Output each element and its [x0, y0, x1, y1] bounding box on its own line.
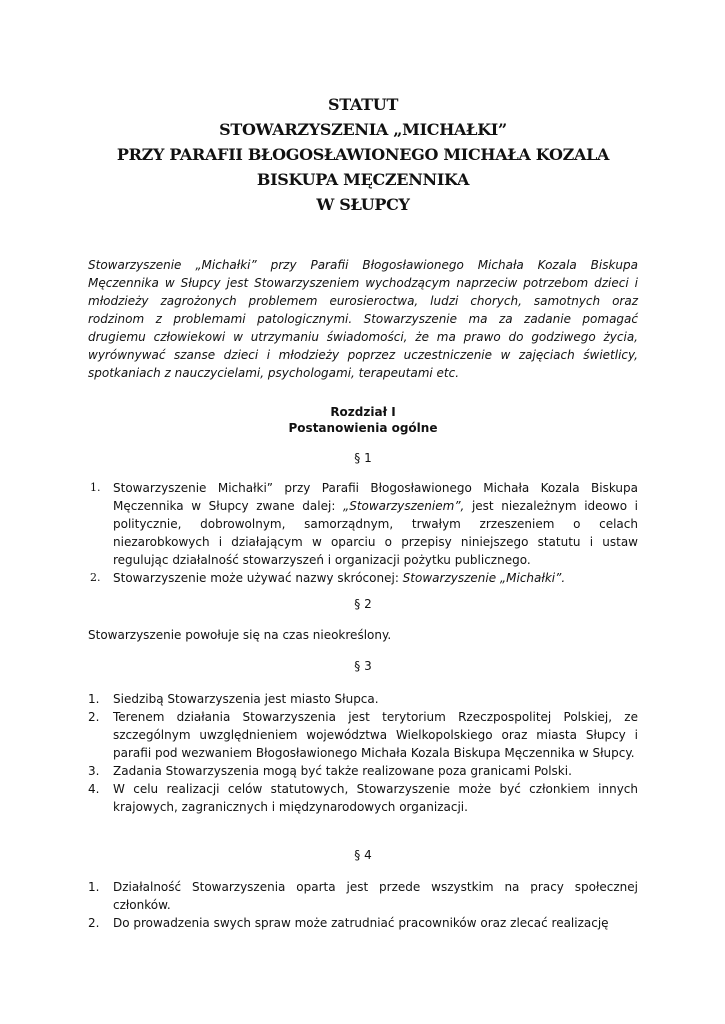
section-2-text: Stowarzyszenie powołuje się na czas nieokreślony.: [88, 628, 392, 642]
list-item: [88, 878, 638, 914]
list-item: [88, 690, 638, 708]
item-text: Zadania Stowarzyszenia mogą być także realizowane poza granicami Polski.: [113, 764, 572, 778]
title-line: STATUT: [327, 95, 399, 114]
title-line: W SŁUPCY: [316, 195, 410, 214]
item-text: Stowarzyszenie może używać nazwy skróconej:: [113, 571, 403, 585]
chapter-label: Rozdział I: [330, 405, 396, 419]
list-item: [88, 708, 638, 762]
preamble-paragraph: Stowarzyszenie „Michałki” przy Parafii Błogosławionego Michała Kozala Biskupa Męczennika w Słupcy jest Stowarzyszeniem wychodzącym naprzeciw potrzebom dzieci i młodzieży zagrożonych problemem eurosieroctwa, ludzi chorych, samotnych oraz rodzinom z problemami patologicznymi. Stowarzyszenie ma za zadanie pomagać drugiemu człowiekowi w utrzymaniu świadomości, że ma prawo do godziwego życia, wyrównywać szanse dzieci i młodzieży poprzez uczestniczenie w zajęciach świetlicy, spotkaniach z nauczycielami, psychologami, terapeutami etc.: [88, 258, 638, 380]
chapter-name: Postanowienia ogólne: [288, 421, 438, 435]
title-line: BISKUPA MĘCZENNIKA: [256, 170, 470, 189]
section-heading: § 2: [354, 597, 372, 611]
item-text: jest niezależnym ideowo i politycznie, dobrowolnym, samorządnym, trwałym zrzeszeniem o celach niezarobkowych i działającym w oparciu o przepisy niniejszego statutu i ustaw regulując działalność stowarzyszeń i organizacji pożytku publicznego.: [113, 499, 639, 567]
document-title: [88, 92, 638, 217]
list-item: [88, 569, 638, 587]
title-line: STOWARZYSZENIA „MICHAŁKI”: [219, 120, 507, 139]
list-item: [88, 762, 638, 780]
title-line: PRZY PARAFII BŁOGOSŁAWIONEGO MICHAŁA KOZALA: [116, 145, 610, 164]
section-1-list: [88, 479, 638, 587]
item-number: 2.: [88, 916, 100, 930]
item-text: Działalność Stowarzyszenia oparta jest przede wszystkim na pracy społecznej członków.: [113, 880, 638, 912]
item-text: Terenem działania Stowarzyszenia jest terytorium Rzeczpospolitej Polskiej, ze szczególnym uwzględnieniem województwa Wielkopolskiego oraz miasta Słupcy i parafii pod wezwaniem Błogosławionego Michała Kozala Biskupa Męczennika w Słupcy.: [113, 710, 638, 760]
item-text-italic: Stowarzyszenie „Michałki”.: [402, 571, 566, 585]
section-heading: § 4: [354, 848, 372, 862]
item-text: Siedzibą Stowarzyszenia jest miasto Słupca.: [113, 692, 379, 706]
section-4-list: [88, 878, 638, 932]
item-number: 2.: [90, 571, 101, 584]
item-text-italic: „Stowarzyszeniem”,: [342, 499, 465, 513]
item-number: 1.: [88, 880, 100, 894]
item-text: Do prowadzenia swych spraw może zatrudniać pracowników oraz zlecać realizację: [113, 916, 609, 930]
section-3-list: [88, 690, 638, 816]
item-text: Stowarzyszenie Michałki” przy Parafii Błogosławionego Michała Kozala Biskupa Męczennika w Słupcy zwane dalej:: [113, 481, 638, 513]
list-item: [88, 479, 638, 569]
section-heading: § 3: [354, 659, 372, 673]
item-number: 4.: [88, 782, 100, 796]
item-number: 1.: [90, 481, 101, 494]
item-number: 2.: [88, 710, 100, 724]
list-item: [88, 780, 638, 816]
section-heading: § 1: [354, 451, 372, 465]
list-item: [88, 914, 638, 932]
item-number: 3.: [88, 764, 100, 778]
item-number: 1.: [88, 692, 100, 706]
item-text: W celu realizacji celów statutowych, Stowarzyszenie może być członkiem innych krajowych, zagranicznych i międzynarodowych organizacji.: [113, 782, 638, 814]
